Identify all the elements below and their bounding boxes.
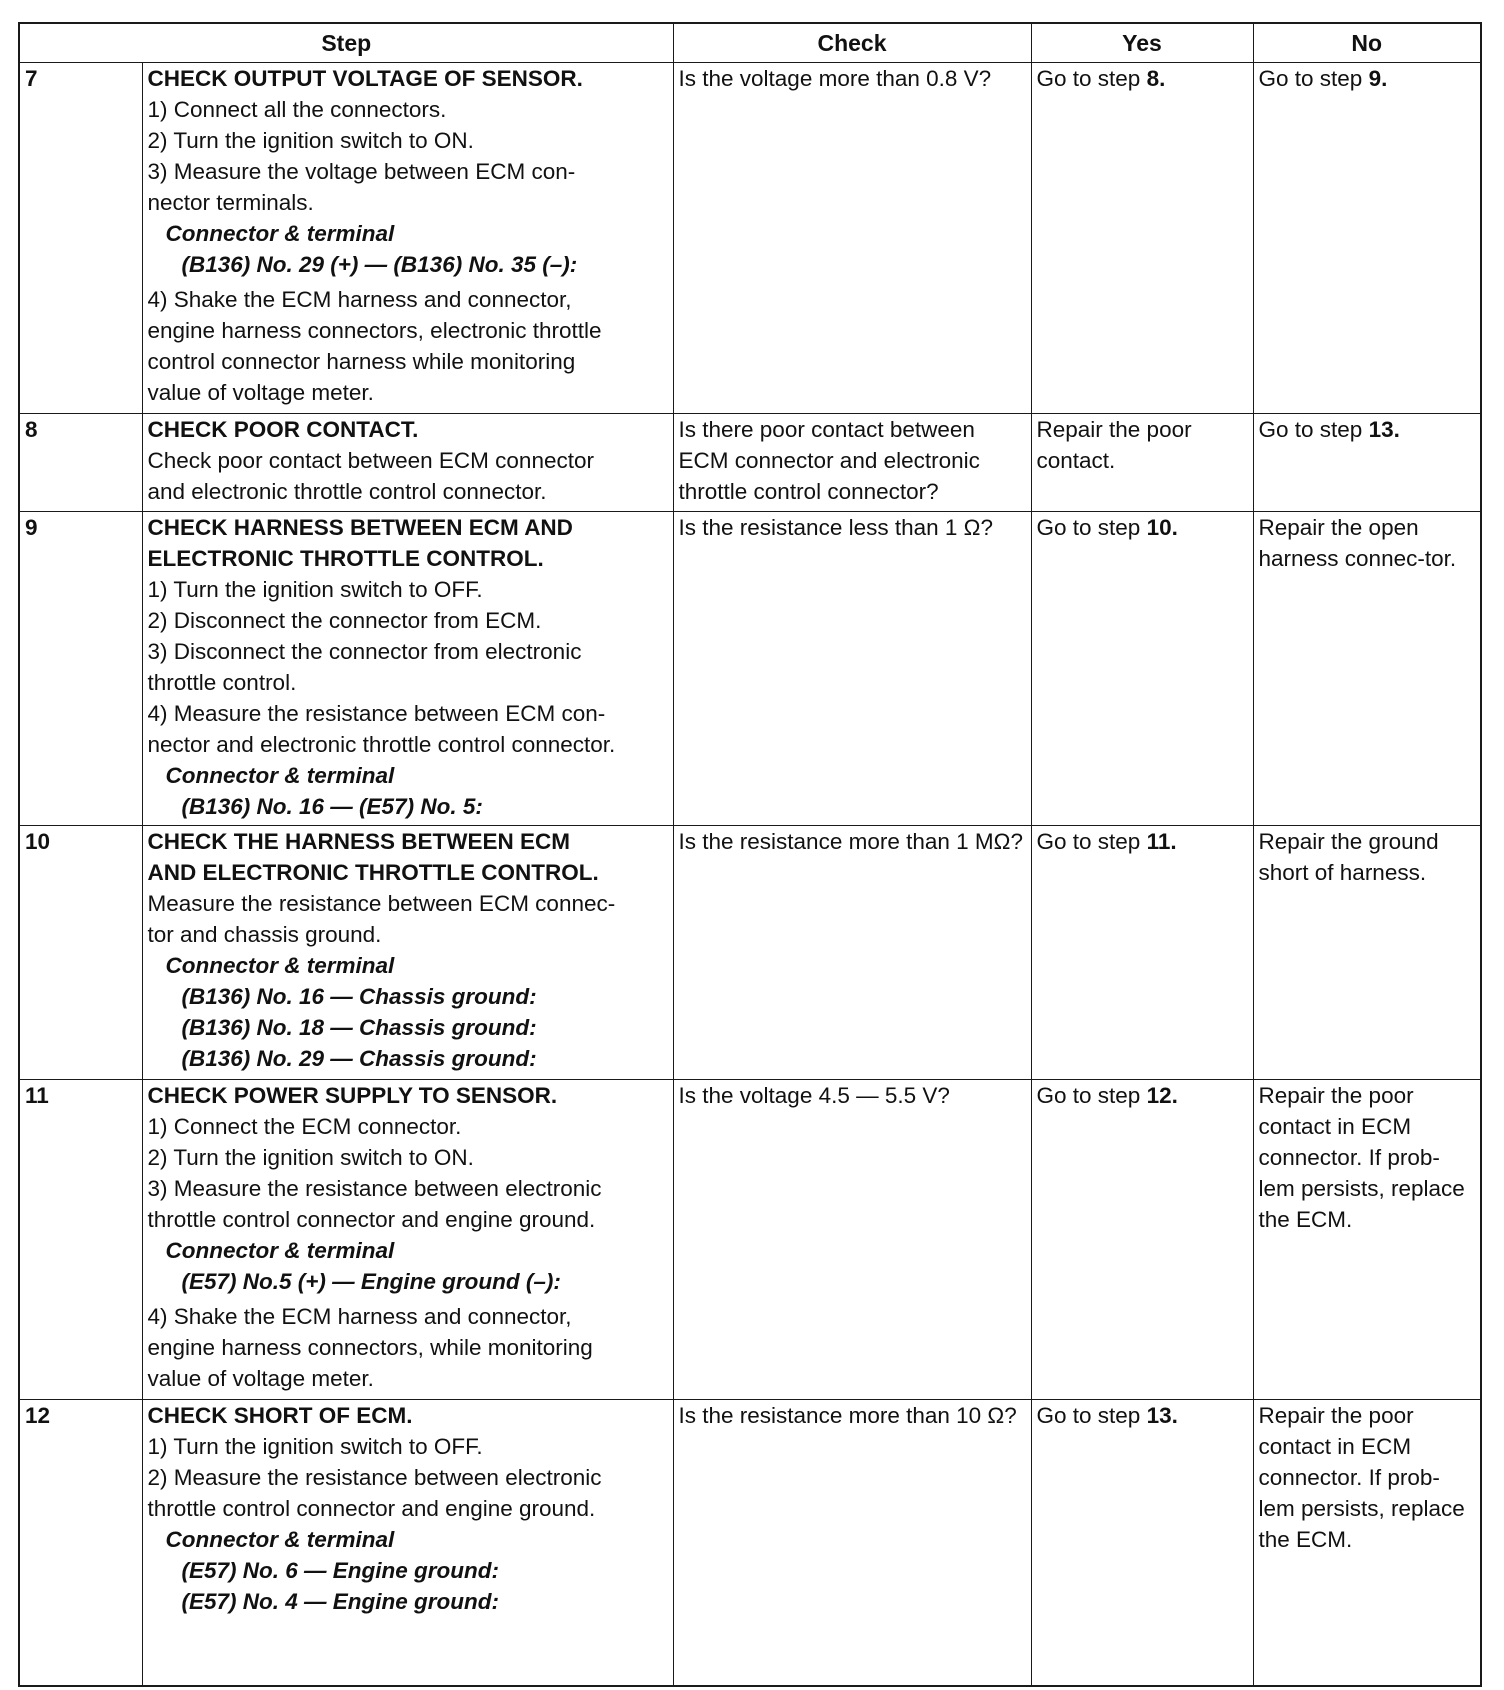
step-line: 2) Measure the resistance between electronic — [147, 1465, 602, 1490]
yes-action — [1031, 1080, 1253, 1400]
no-action: Repair the open harness connec-tor. — [1253, 512, 1481, 826]
step-line: tor and chassis ground. — [147, 922, 382, 947]
step-line: Measure the resistance between ECM connec- — [147, 891, 616, 916]
step-line: 3) Measure the voltage between ECM con- — [147, 159, 576, 184]
step-line: 4) Measure the resistance between ECM con- — [147, 701, 606, 726]
yes-step-ref: 12. — [1146, 1083, 1178, 1108]
step-line: engine harness connectors, electronic throttle — [147, 318, 602, 343]
connector-terminal-spec: (E57) No. 4 — Engine ground: — [181, 1589, 500, 1614]
yes-text: Go to step — [1036, 1403, 1147, 1428]
step-line: throttle control. — [147, 670, 297, 695]
step-number: 7 — [19, 63, 142, 414]
no-step-ref: 9. — [1368, 66, 1388, 91]
yes-text: Go to step — [1036, 1083, 1147, 1108]
connector-terminal-spec: (B136) No. 16 — (E57) No. 5: — [181, 794, 483, 819]
connector-terminal-spec: (B136) No. 18 — Chassis ground: — [181, 1015, 537, 1040]
yes-action — [1031, 826, 1253, 1080]
yes-text: Go to step — [1036, 515, 1147, 540]
step-line: value of voltage meter. — [147, 1366, 374, 1391]
header-step: Step — [19, 23, 673, 63]
table-row-step-9 — [19, 512, 1481, 826]
step-title: CHECK POOR CONTACT. — [147, 417, 419, 442]
no-action: Repair the ground short of harness. — [1253, 826, 1481, 1080]
step-instructions — [142, 512, 673, 826]
table-row-step-12 — [19, 1400, 1481, 1686]
header-yes: Yes — [1031, 23, 1253, 63]
check-question: Is the resistance less than 1 Ω? — [673, 512, 1031, 826]
step-line: 2) Turn the ignition switch to ON. — [147, 1145, 474, 1170]
step-line: nector and electronic throttle control connector. — [147, 732, 616, 757]
connector-terminal-spec: (B136) No. 16 — Chassis ground: — [181, 984, 537, 1009]
no-action: Repair the poor contact in ECM connector. If prob-lem persists, replace the ECM. — [1253, 1080, 1481, 1400]
step-line: engine harness connectors, while monitoring — [147, 1335, 593, 1360]
yes-step-ref: 11. — [1146, 829, 1177, 854]
step-title: CHECK HARNESS BETWEEN ECM AND — [147, 515, 573, 540]
step-title: ELECTRONIC THROTTLE CONTROL. — [147, 546, 544, 571]
connector-terminal-heading: Connector & terminal — [165, 1527, 395, 1552]
step-number: 8 — [19, 414, 142, 512]
step-number: 12 — [19, 1400, 142, 1686]
yes-text: Go to step — [1036, 66, 1147, 91]
no-action — [1253, 414, 1481, 512]
check-question: Is the resistance more than 1 MΩ? — [673, 826, 1031, 1080]
step-instructions — [142, 1400, 673, 1686]
step-number: 11 — [19, 1080, 142, 1400]
yes-action: Repair the poor contact. — [1031, 414, 1253, 512]
yes-action — [1031, 512, 1253, 826]
step-line: 4) Shake the ECM harness and connector, — [147, 1304, 572, 1329]
connector-terminal-heading: Connector & terminal — [165, 763, 395, 788]
step-instructions — [142, 1080, 673, 1400]
yes-action — [1031, 63, 1253, 414]
step-number: 10 — [19, 826, 142, 1080]
connector-terminal-spec: (E57) No.5 (+) — Engine ground (–): — [181, 1269, 561, 1294]
yes-step-ref: 10. — [1146, 515, 1178, 540]
step-line: 3) Disconnect the connector from electronic — [147, 639, 582, 664]
header-row — [19, 23, 1481, 63]
no-step-ref: 13. — [1368, 417, 1400, 442]
step-instructions — [142, 826, 673, 1080]
step-line: 4) Shake the ECM harness and connector, — [147, 287, 572, 312]
table-row-step-8 — [19, 414, 1481, 512]
yes-text: Go to step — [1036, 829, 1147, 854]
connector-terminal-heading: Connector & terminal — [165, 221, 395, 246]
step-title: AND ELECTRONIC THROTTLE CONTROL. — [147, 860, 599, 885]
no-text: Go to step — [1258, 66, 1369, 91]
check-question: Is the voltage more than 0.8 V? — [673, 63, 1031, 414]
diagnostic-table — [18, 22, 1482, 1687]
no-action — [1253, 63, 1481, 414]
no-text: Go to step — [1258, 417, 1369, 442]
step-line: 2) Disconnect the connector from ECM. — [147, 608, 542, 633]
yes-step-ref: 8. — [1146, 66, 1166, 91]
step-line: throttle control connector and engine ground. — [147, 1496, 596, 1521]
header-no: No — [1253, 23, 1481, 63]
step-title: CHECK THE HARNESS BETWEEN ECM — [147, 829, 571, 854]
yes-action — [1031, 1400, 1253, 1686]
step-line: 1) Turn the ignition switch to OFF. — [147, 577, 483, 602]
header-check: Check — [673, 23, 1031, 63]
connector-terminal-heading: Connector & terminal — [165, 953, 395, 978]
step-line: 1) Connect the ECM connector. — [147, 1114, 462, 1139]
step-instructions — [142, 63, 673, 414]
connector-terminal-heading: Connector & terminal — [165, 1238, 395, 1263]
connector-terminal-spec: (B136) No. 29 — Chassis ground: — [181, 1046, 537, 1071]
check-question: Is the resistance more than 10 Ω? — [673, 1400, 1031, 1686]
step-title: CHECK POWER SUPPLY TO SENSOR. — [147, 1083, 558, 1108]
check-question: Is there poor contact between ECM connector and electronic throttle control connector? — [673, 414, 1031, 512]
table-row-step-11 — [19, 1080, 1481, 1400]
step-line: value of voltage meter. — [147, 380, 374, 405]
step-line: Check poor contact between ECM connector — [147, 448, 594, 473]
step-line: 3) Measure the resistance between electronic — [147, 1176, 602, 1201]
no-action: Repair the poor contact in ECM connector. If prob-lem persists, replace the ECM. — [1253, 1400, 1481, 1686]
table-row-step-10 — [19, 826, 1481, 1080]
step-title: CHECK OUTPUT VOLTAGE OF SENSOR. — [147, 66, 583, 91]
step-title: CHECK SHORT OF ECM. — [147, 1403, 413, 1428]
step-line: 1) Connect all the connectors. — [147, 97, 447, 122]
check-question: Is the voltage 4.5 — 5.5 V? — [673, 1080, 1031, 1400]
step-instructions — [142, 414, 673, 512]
connector-terminal-spec: (B136) No. 29 (+) — (B136) No. 35 (–): — [181, 252, 578, 277]
step-line: nector terminals. — [147, 190, 314, 215]
step-line: throttle control connector and engine ground. — [147, 1207, 596, 1232]
step-number: 9 — [19, 512, 142, 826]
step-line: and electronic throttle control connector. — [147, 479, 547, 504]
step-line: control connector harness while monitoring — [147, 349, 576, 374]
yes-step-ref: 13. — [1146, 1403, 1178, 1428]
step-line: 1) Turn the ignition switch to OFF. — [147, 1434, 483, 1459]
step-line: 2) Turn the ignition switch to ON. — [147, 128, 474, 153]
connector-terminal-spec: (E57) No. 6 — Engine ground: — [181, 1558, 500, 1583]
table-row-step-7 — [19, 63, 1481, 414]
